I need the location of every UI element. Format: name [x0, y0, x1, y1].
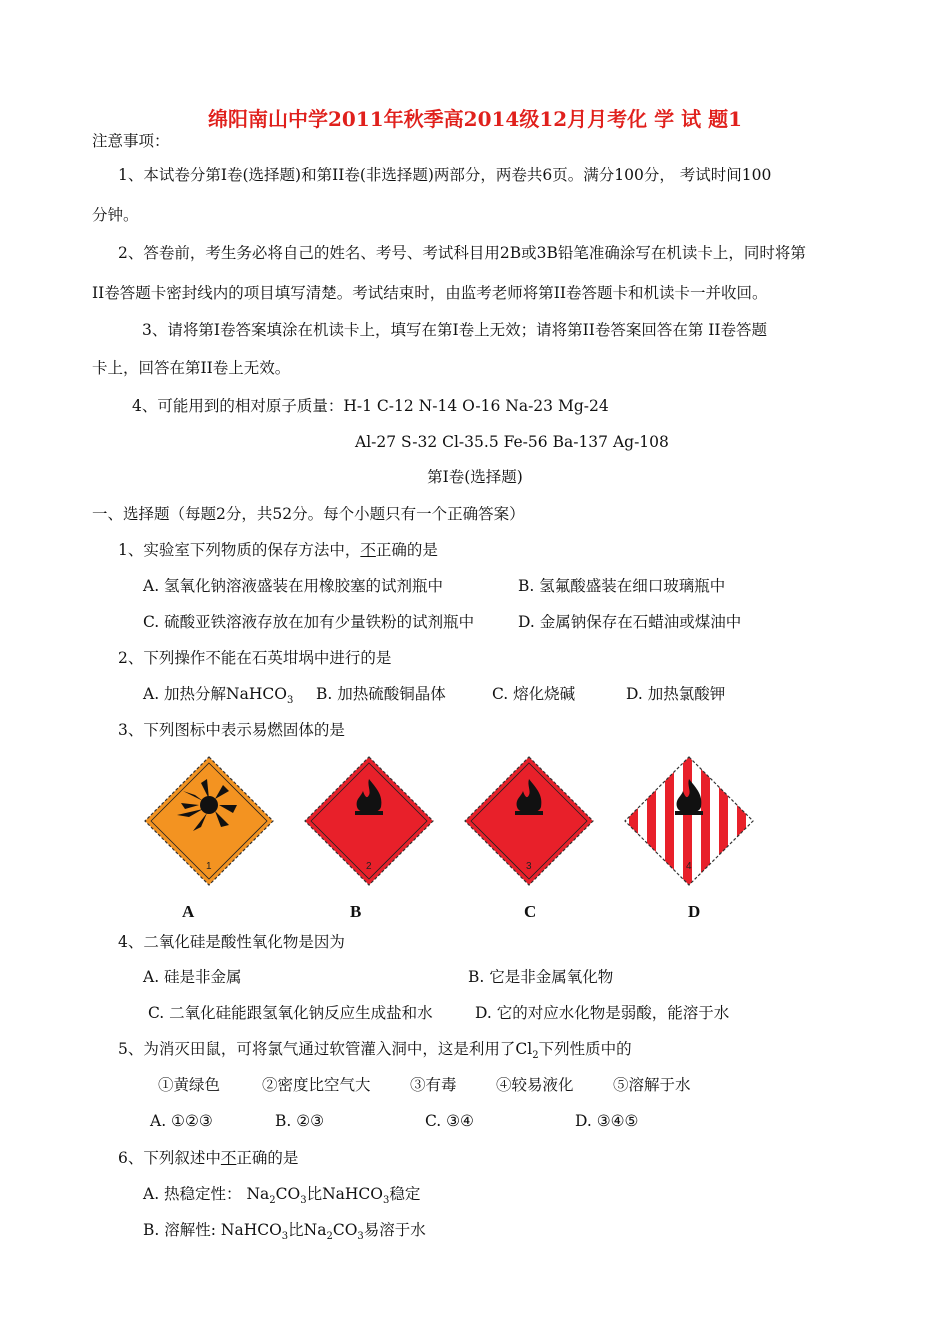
q1-stem: 1、实验室下列物质的保存方法中，不正确的是	[118, 541, 438, 559]
hazard-number-4: 4	[686, 861, 692, 872]
q3-label-d: D	[688, 902, 701, 921]
q5-option-d[interactable]: D. ③④⑤	[575, 1112, 639, 1130]
q5-property-2: ②密度比空气大	[262, 1076, 371, 1094]
hazard-flammable-solid-icon[interactable]	[623, 755, 755, 887]
notice-item-1: 1、本试卷分第Ⅰ卷(选择题)和第II卷(非选择题)两部分，两卷共6页。满分100分， 考试时间100	[118, 166, 772, 184]
q5-option-b[interactable]: B. ②③	[275, 1112, 325, 1130]
q3-label-b: B	[350, 902, 362, 921]
q3-label-c: C	[524, 902, 537, 921]
q5-option-a[interactable]: A. ①②③	[150, 1112, 213, 1130]
q5-option-c[interactable]: C. ③④	[425, 1112, 474, 1130]
q2-option-c[interactable]: C. 熔化烧碱	[492, 685, 576, 703]
notice-heading: 注意事项：	[92, 132, 170, 150]
q4-option-c[interactable]: C. 二氧化硅能跟氢氧化钠反应生成盐和水	[148, 1004, 433, 1022]
q4-option-d[interactable]: D. 它的对应水化物是弱酸，能溶于水	[475, 1004, 730, 1022]
notice-item-1-cont: 分钟。	[92, 206, 139, 224]
notice-item-4-cont: Al-27 S-32 Cl-35.5 Fe-56 Ba-137 Ag-108	[355, 433, 669, 451]
hazard-number-1: 1	[206, 861, 212, 872]
notice-item-2-cont: II卷答题卡密封线内的项目填写清楚。考试结束时，由监考老师将第II卷答题卡和机读卡一并收回。	[92, 284, 768, 302]
q3-stem: 3、下列图标中表示易燃固体的是	[118, 721, 345, 739]
q1-option-b[interactable]: B. 氢氟酸盛装在细口玻璃瓶中	[518, 577, 726, 595]
q4-option-b[interactable]: B. 它是非金属氧化物	[468, 968, 614, 986]
notice-item-3-cont: 卡上，回答在第II卷上无效。	[92, 359, 291, 377]
q5-property-3: ③有毒	[410, 1076, 457, 1094]
hazard-number-3: 3	[526, 861, 532, 872]
notice-item-2: 2、答卷前，考生务必将自己的姓名、考号、考试科目用2B或3B铅笔准确涂写在机读卡上，同时将第	[118, 244, 806, 262]
q1-option-c[interactable]: C. 硫酸亚铁溶液存放在加有少量铁粉的试剂瓶中	[143, 613, 475, 631]
q1-option-a[interactable]: A. 氢氧化钠溶液盛装在用橡胶塞的试剂瓶中	[143, 577, 444, 595]
q2-option-b[interactable]: B. 加热硫酸铜晶体	[316, 685, 446, 703]
q6-option-b[interactable]: B. 溶解性: NaHCO$_3$比$Na_2CO_3$易溶于水	[143, 1221, 426, 1243]
part1-heading: 一、选择题（每题2分，共52分。每个小题只有一个正确答案）	[92, 505, 525, 523]
hazard-number-2: 2	[366, 861, 372, 872]
q5-property-4: ④较易液化	[496, 1076, 574, 1094]
hazard-explosive-icon[interactable]	[143, 755, 275, 887]
q5-stem: 5、为消灭田鼠，可将氯气通过软管灌入洞中，这是利用了$Cl_2$下列性质中的	[118, 1040, 632, 1062]
q1-option-d[interactable]: D. 金属钠保存在石蜡油或煤油中	[518, 613, 742, 631]
q5-property-1: ①黄绿色	[158, 1076, 221, 1094]
notice-item-4: 4、可能用到的相对原子质量：H-1 C-12 N-14 O-16 Na-23 Mg-24	[132, 397, 609, 415]
q4-stem: 4、二氧化硅是酸性氧化物是因为	[118, 933, 345, 951]
hazard-flammable-liquid-icon[interactable]	[463, 755, 595, 887]
q2-stem: 2、下列操作不能在石英坩埚中进行的是	[118, 649, 392, 667]
hazard-flammable-gas-icon[interactable]	[303, 755, 435, 887]
q6-stem: 6、下列叙述中不正确的是	[118, 1149, 299, 1167]
q4-option-a[interactable]: A. 硅是非金属	[143, 968, 242, 986]
q2-option-a[interactable]: A. 加热分解NaHCO$_3$	[143, 685, 294, 707]
notice-item-3: 3、请将第Ⅰ卷答案填涂在机读卡上，填写在第Ⅰ卷上无效；请将第II卷答案回答在第 II卷答题	[142, 321, 768, 339]
q6-option-a[interactable]: A. 热稳定性： $Na_2CO_3$比NaHCO$_3$稳定	[143, 1185, 421, 1207]
q2-option-d[interactable]: D. 加热氯酸钾	[626, 685, 726, 703]
section-title: 第Ⅰ卷(选择题)	[427, 468, 523, 486]
q5-property-5: ⑤溶解于水	[613, 1076, 691, 1094]
page-title: 绵阳南山中学2011年秋季高2014级12月月考化 学 试 题1	[208, 107, 742, 131]
q3-label-a: A	[182, 902, 195, 921]
